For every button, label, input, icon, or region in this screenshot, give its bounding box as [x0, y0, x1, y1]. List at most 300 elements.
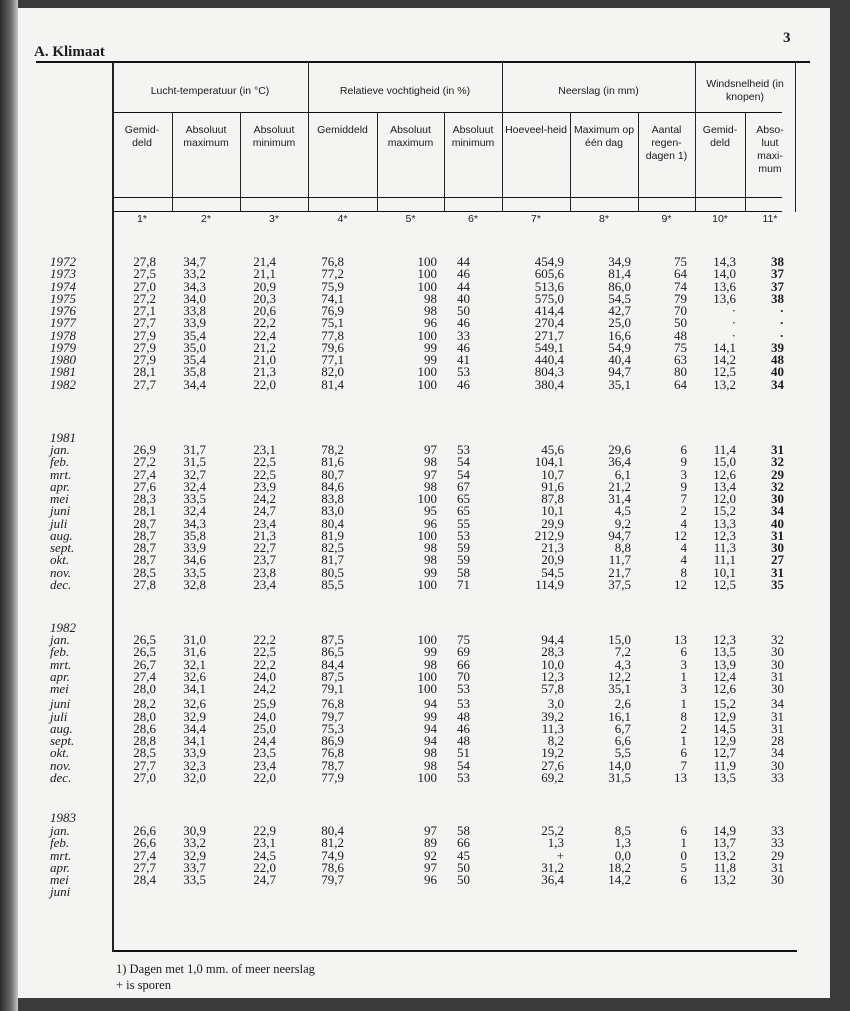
table-cell: 10,7: [541, 466, 564, 482]
table-cell: 549,1: [534, 339, 564, 355]
table-cell: 14,5: [713, 720, 736, 736]
table-cell: 0: [680, 847, 687, 863]
table-cell: 14,3: [713, 254, 736, 269]
table-cell: 13: [674, 769, 687, 785]
row-label: 1974: [50, 278, 76, 294]
table-cell: 6: [680, 823, 687, 838]
table-cell: 28,4: [133, 872, 156, 887]
table-cell: 20,3: [253, 290, 276, 306]
table-cell: 33,9: [183, 315, 206, 331]
row-label: dec.: [50, 576, 72, 592]
table-cell: 6: [680, 745, 687, 761]
table-cell: 13,6: [713, 290, 736, 306]
table-cell: 28,3: [133, 491, 156, 506]
table-cell: 27,2: [133, 290, 156, 306]
table-cell: 33,7: [183, 859, 206, 875]
table-cell: 22,5: [253, 644, 276, 660]
table-cell: 22,5: [253, 454, 276, 470]
table-cell: 13,2: [713, 872, 736, 887]
table-cell: 74,9: [321, 847, 344, 863]
table-cell: 21,4: [253, 254, 276, 269]
table-cell: 6,7: [614, 720, 631, 736]
table-cell: 22,0: [253, 769, 276, 785]
table-cell: 38: [771, 254, 784, 269]
column-number: 7*: [531, 213, 541, 225]
table-cell: 36,4: [541, 872, 564, 887]
row-label: aug.: [50, 720, 73, 736]
table-cell: 28,7: [133, 552, 156, 568]
table-cell: 23,1: [253, 442, 276, 457]
table-cell: 46: [457, 376, 470, 392]
table-cell: 1: [680, 733, 687, 748]
table-cell: 94: [424, 733, 437, 748]
row-label: mrt.: [50, 847, 72, 863]
row-label: mrt.: [50, 656, 72, 672]
table-cell: 25,0: [608, 315, 631, 331]
table-cell: 414,4: [534, 303, 564, 318]
table-cell: 64: [674, 376, 687, 392]
column-number: 9*: [661, 213, 672, 225]
column-header: Hoeveel-heid: [505, 124, 567, 136]
table-cell: 12,5: [713, 364, 736, 380]
table-cell: 9,2: [614, 515, 631, 531]
table-cell: 27,8: [133, 254, 156, 269]
table-cell: 26,6: [133, 835, 156, 851]
table-cell: 35,4: [183, 352, 206, 367]
table-cell: 440,4: [534, 352, 564, 367]
table-cell: 27,2: [133, 454, 156, 470]
table-cell: 29,9: [541, 515, 564, 531]
table-cell: 8,8: [614, 540, 631, 555]
table-cell: 82,0: [321, 364, 344, 380]
table-cell: 78,2: [321, 442, 344, 457]
table-cell: 7: [680, 757, 687, 773]
table-cell: 34,4: [183, 376, 206, 392]
table-cell: 27,7: [133, 376, 156, 392]
column-divider: [444, 112, 445, 212]
row-label: sept.: [50, 540, 75, 555]
table-cell: 100: [417, 576, 437, 592]
table-cell: 50: [457, 859, 470, 875]
table-cell: 69: [457, 644, 470, 660]
table-cell: 22,0: [253, 376, 276, 392]
table-cell: 100: [417, 681, 437, 696]
table-cell: 31,6: [183, 644, 206, 660]
table-cell: 4: [680, 540, 687, 555]
table-cell: 33,2: [183, 266, 206, 282]
table-cell: 53: [457, 769, 470, 785]
table-cell: 14,1: [713, 339, 736, 355]
table-cell: 100: [417, 376, 437, 392]
column-header: Absoluut maximum: [183, 124, 229, 149]
group-header: Neerslag (in mm): [558, 85, 639, 97]
table-cell: 39: [771, 339, 784, 355]
table-cell: 98: [424, 478, 437, 494]
table-cell: 32,4: [183, 503, 206, 519]
table-cell: 32: [771, 632, 784, 647]
table-cell: 63: [674, 352, 687, 367]
row-label: dec.: [50, 769, 72, 785]
table-cell: 53: [457, 364, 470, 380]
table-cell: 57,8: [541, 681, 564, 696]
table-cell: 23,4: [253, 576, 276, 592]
table-cell: 23,9: [253, 478, 276, 494]
table-cell: 14,0: [608, 757, 631, 773]
table-cell: 98: [424, 454, 437, 470]
table-cell: 81,9: [321, 527, 344, 543]
table-cell: ·: [779, 327, 784, 343]
row-label: 1972: [50, 254, 76, 269]
table-cell: 59: [457, 540, 470, 555]
table-cell: 23,1: [253, 835, 276, 851]
table-cell: 33,8: [183, 303, 206, 318]
table-cell: 98: [424, 552, 437, 568]
table-cell: 454,9: [534, 254, 564, 269]
table-cell: 30: [771, 681, 784, 696]
table-cell: 4: [680, 515, 687, 531]
table-cell: 32,0: [183, 769, 206, 785]
table-cell: 26,5: [133, 632, 156, 647]
table-cell: 94,7: [608, 527, 631, 543]
table-cell: 13,2: [713, 376, 736, 392]
table-cell: 28,8: [133, 733, 156, 748]
table-cell: 28,1: [133, 364, 156, 380]
table-cell: 94: [424, 696, 437, 712]
table-cell: 98: [424, 656, 437, 672]
header-column-rule: [112, 197, 782, 198]
table-cell: 33,5: [183, 491, 206, 506]
table-cell: 32: [771, 454, 784, 470]
table-cell: 100: [417, 278, 437, 294]
row-label: juli: [50, 708, 68, 724]
table-cell: 96: [424, 515, 437, 531]
table-cell: 40: [771, 515, 784, 531]
table-cell: 32,9: [183, 847, 206, 863]
table-cell: 12,3: [713, 632, 736, 647]
table-cell: 74,1: [321, 290, 344, 306]
table-cell: ·: [731, 315, 736, 331]
column-number: 4*: [337, 213, 348, 225]
section-year-label: 1983: [50, 810, 76, 825]
table-cell: 27,4: [133, 668, 156, 684]
table-cell: 48: [771, 352, 784, 367]
table-cell: 30: [771, 540, 784, 555]
table-cell: 12: [674, 527, 687, 543]
table-cell: 32,4: [183, 478, 206, 494]
table-cell: 98: [424, 540, 437, 555]
table-cell: 27,6: [133, 478, 156, 494]
row-label: 1978: [50, 327, 76, 343]
table-cell: 24,2: [253, 681, 276, 696]
table-cell: 14,2: [608, 872, 631, 887]
table-cell: 32,9: [183, 708, 206, 724]
table-cell: 13,9: [713, 656, 736, 672]
table-cell: 33,9: [183, 745, 206, 761]
table-cell: 32,6: [183, 696, 206, 712]
column-divider: [638, 112, 639, 212]
column-divider: [240, 112, 241, 212]
table-cell: 35,1: [608, 681, 631, 696]
row-label: juli: [50, 515, 68, 531]
table-cell: 20,9: [541, 552, 564, 568]
table-cell: 54,5: [608, 290, 631, 306]
table-cell: 26,7: [133, 656, 156, 672]
table-cell: 100: [417, 527, 437, 543]
table-cell: 15,0: [713, 454, 736, 470]
table-cell: 54: [457, 466, 470, 482]
table-cell: 0,0: [614, 847, 631, 863]
table-cell: 98: [424, 303, 437, 318]
page-number: 3: [783, 30, 791, 46]
table-cell: 97: [424, 442, 437, 457]
table-cell: 22,2: [253, 656, 276, 672]
row-label: 1981: [50, 364, 76, 380]
table-cell: 24,5: [253, 847, 276, 863]
table-cell: 28,0: [133, 681, 156, 696]
table-cell: 1: [680, 668, 687, 684]
table-cell: 30: [771, 491, 784, 506]
table-cell: 21,3: [541, 540, 564, 555]
table-cell: 79,1: [321, 681, 344, 696]
table-cell: 34,4: [183, 720, 206, 736]
table-cell: 20,6: [253, 303, 276, 318]
table-cell: 34,3: [183, 278, 206, 294]
column-number: 6*: [468, 213, 478, 225]
table-cell: 75,9: [321, 278, 344, 294]
row-label: mrt.: [50, 466, 72, 482]
row-label: apr.: [50, 668, 70, 684]
table-cell: 80,4: [321, 515, 344, 531]
table-cell: 33: [771, 835, 784, 851]
row-label: mei: [50, 872, 69, 887]
table-cell: 22,0: [253, 859, 276, 875]
table-cell: 28: [771, 733, 784, 748]
row-label: apr.: [50, 478, 70, 494]
table-cell: 380,4: [534, 376, 564, 392]
column-number: 8*: [599, 213, 609, 225]
table-cell: 20,9: [253, 278, 276, 294]
table-cell: 44: [457, 278, 470, 294]
table-cell: 58: [457, 823, 470, 838]
table-cell: 29: [771, 466, 784, 482]
table-cell: 21,7: [608, 564, 631, 580]
table-cell: 30: [771, 757, 784, 773]
table-cell: 31: [771, 564, 784, 580]
column-divider: [172, 112, 173, 212]
table-cell: 3: [680, 656, 687, 672]
table-cell: 804,3: [534, 364, 564, 380]
table-cell: 11,7: [608, 552, 631, 568]
column-header: Gemid-deld: [124, 124, 160, 149]
table-cell: 67: [457, 478, 470, 494]
table-cell: 86,9: [321, 733, 344, 748]
table-cell: 77,1: [321, 352, 344, 367]
table-cell: 27,7: [133, 315, 156, 331]
table-cell: 6: [680, 872, 687, 887]
table-cell: 100: [417, 266, 437, 282]
row-label: mei: [50, 491, 69, 506]
table-cell: 34: [771, 503, 784, 519]
row-label: mei: [50, 681, 69, 696]
table-cell: 16,6: [608, 327, 631, 343]
table-cell: 55: [457, 515, 470, 531]
table-cell: 12,6: [713, 681, 736, 696]
table-cell: 31: [771, 442, 784, 457]
table-cell: 65: [457, 491, 470, 506]
table-cell: 92: [424, 847, 437, 863]
table-cell: 100: [417, 327, 437, 343]
table-cell: 45,6: [541, 442, 564, 457]
table-cell: 31: [771, 668, 784, 684]
table-cell: 29,6: [608, 442, 631, 457]
table-cell: 26,5: [133, 644, 156, 660]
table-cell: ·: [731, 303, 736, 318]
table-cell: 53: [457, 696, 470, 712]
table-cell: 80,7: [321, 466, 344, 482]
table-cell: 79,7: [321, 708, 344, 724]
row-label: sept.: [50, 733, 75, 748]
table-cell: 81,4: [321, 376, 344, 392]
table-cell: 46: [457, 266, 470, 282]
table-cell: 24,4: [253, 733, 276, 748]
table-cell: 18,2: [608, 859, 631, 875]
table-cell: 27,9: [133, 352, 156, 367]
table-cell: 76,8: [321, 745, 344, 761]
table-cell: 38: [771, 290, 784, 306]
table-cell: 1,3: [547, 835, 564, 851]
row-label: aug.: [50, 527, 73, 543]
table-cell: 30: [771, 656, 784, 672]
table-cell: 26,6: [133, 823, 156, 838]
book-binding: [0, 0, 18, 1011]
table-cell: 13: [674, 632, 687, 647]
table-cell: 605,6: [534, 266, 564, 282]
table-cell: 34: [771, 745, 784, 761]
table-cell: 28,7: [133, 540, 156, 555]
table-cell: 10,0: [541, 656, 564, 672]
table-cell: 30,9: [183, 823, 206, 838]
table-cell: 6: [680, 442, 687, 457]
table-cell: 28,0: [133, 708, 156, 724]
table-cell: 11,3: [541, 720, 564, 736]
column-number: 2*: [201, 213, 211, 225]
table-cell: 32: [771, 478, 784, 494]
table-cell: 15,0: [608, 632, 631, 647]
row-label: jan.: [50, 823, 70, 838]
column-number: 10*: [712, 213, 728, 225]
table-cell: 12,0: [713, 491, 736, 506]
row-label: jan.: [50, 632, 70, 647]
table-cell: 12,9: [713, 708, 736, 724]
table-cell: 32,8: [183, 576, 206, 592]
table-cell: 24,7: [253, 872, 276, 887]
table-cell: 48: [457, 708, 470, 724]
table-cell: 6,6: [614, 733, 631, 748]
table-cell: 37: [771, 266, 784, 282]
table-cell: 33,9: [183, 540, 206, 555]
table-cell: 34,1: [183, 733, 206, 748]
table-cell: 1,3: [614, 835, 631, 851]
table-cell: 98: [424, 290, 437, 306]
table-cell: +: [556, 847, 564, 863]
table-cell: 51: [457, 745, 470, 761]
table-cell: 33: [771, 769, 784, 785]
table-cell: 22,4: [253, 327, 276, 343]
table-cell: 23,8: [253, 564, 276, 580]
table-cell: 48: [674, 327, 687, 343]
table-cell: 6,1: [614, 466, 631, 482]
table-cell: 12,5: [713, 576, 736, 592]
table-cell: 97: [424, 859, 437, 875]
table-cell: 76,8: [321, 696, 344, 712]
table-cell: 58: [457, 564, 470, 580]
row-label: okt.: [50, 552, 70, 568]
table-cell: 14,0: [713, 266, 736, 282]
table-cell: 28,1: [133, 503, 156, 519]
section-year-label: 1981: [50, 430, 76, 445]
table-cell: 84,4: [321, 656, 344, 672]
table-cell: 87,8: [541, 491, 564, 506]
table-cell: 27,4: [133, 847, 156, 863]
table-cell: 13,5: [713, 769, 736, 785]
column-number: 3*: [269, 213, 279, 225]
table-cell: 8,2: [547, 733, 564, 748]
table-cell: 34,3: [183, 515, 206, 531]
table-cell: 13,3: [713, 515, 736, 531]
table-cell: 31: [771, 720, 784, 736]
table-cell: ·: [731, 327, 736, 343]
table-cell: 21,2: [253, 339, 276, 355]
footnote-traces: + is sporen: [116, 978, 171, 992]
row-label: jan.: [50, 442, 70, 457]
table-cell: 46: [457, 339, 470, 355]
table-cell: 99: [424, 339, 437, 355]
column-header: Absoluut minimum: [252, 124, 296, 149]
table-cell: 11,4: [713, 442, 736, 457]
table-cell: 59: [457, 552, 470, 568]
table-cell: 3,0: [547, 696, 564, 712]
table-cell: 2: [680, 720, 687, 736]
table-cell: 32,1: [183, 656, 206, 672]
table-cell: 42,7: [608, 303, 631, 318]
table-cell: 98: [424, 757, 437, 773]
table-cell: 270,4: [534, 315, 564, 331]
table-cell: 37: [771, 278, 784, 294]
table-cell: 13,2: [713, 847, 736, 863]
table-cell: 3: [680, 466, 687, 482]
table-cell: 24,0: [253, 708, 276, 724]
table-cell: 34: [771, 696, 784, 712]
table-cell: 14,2: [713, 352, 736, 367]
table-cell: 5,5: [614, 745, 631, 761]
row-label: 1982: [50, 376, 76, 392]
table-cell: 53: [457, 681, 470, 696]
table-cell: 31,0: [183, 632, 206, 647]
table-cell: 24,2: [253, 491, 276, 506]
table-cell: 91,6: [541, 478, 564, 494]
table-cell: 86,5: [321, 644, 344, 660]
table-cell: 97: [424, 466, 437, 482]
table-cell: 15,2: [713, 503, 736, 519]
table-cell: 70: [457, 668, 470, 684]
header-number-rule: [112, 211, 782, 212]
table-cell: 33,5: [183, 564, 206, 580]
table-cell: 35: [771, 576, 784, 592]
table-cell: ·: [779, 315, 784, 331]
table-cell: 94,7: [608, 364, 631, 380]
table-cell: 13,5: [713, 644, 736, 660]
table-cell: 54: [457, 757, 470, 773]
